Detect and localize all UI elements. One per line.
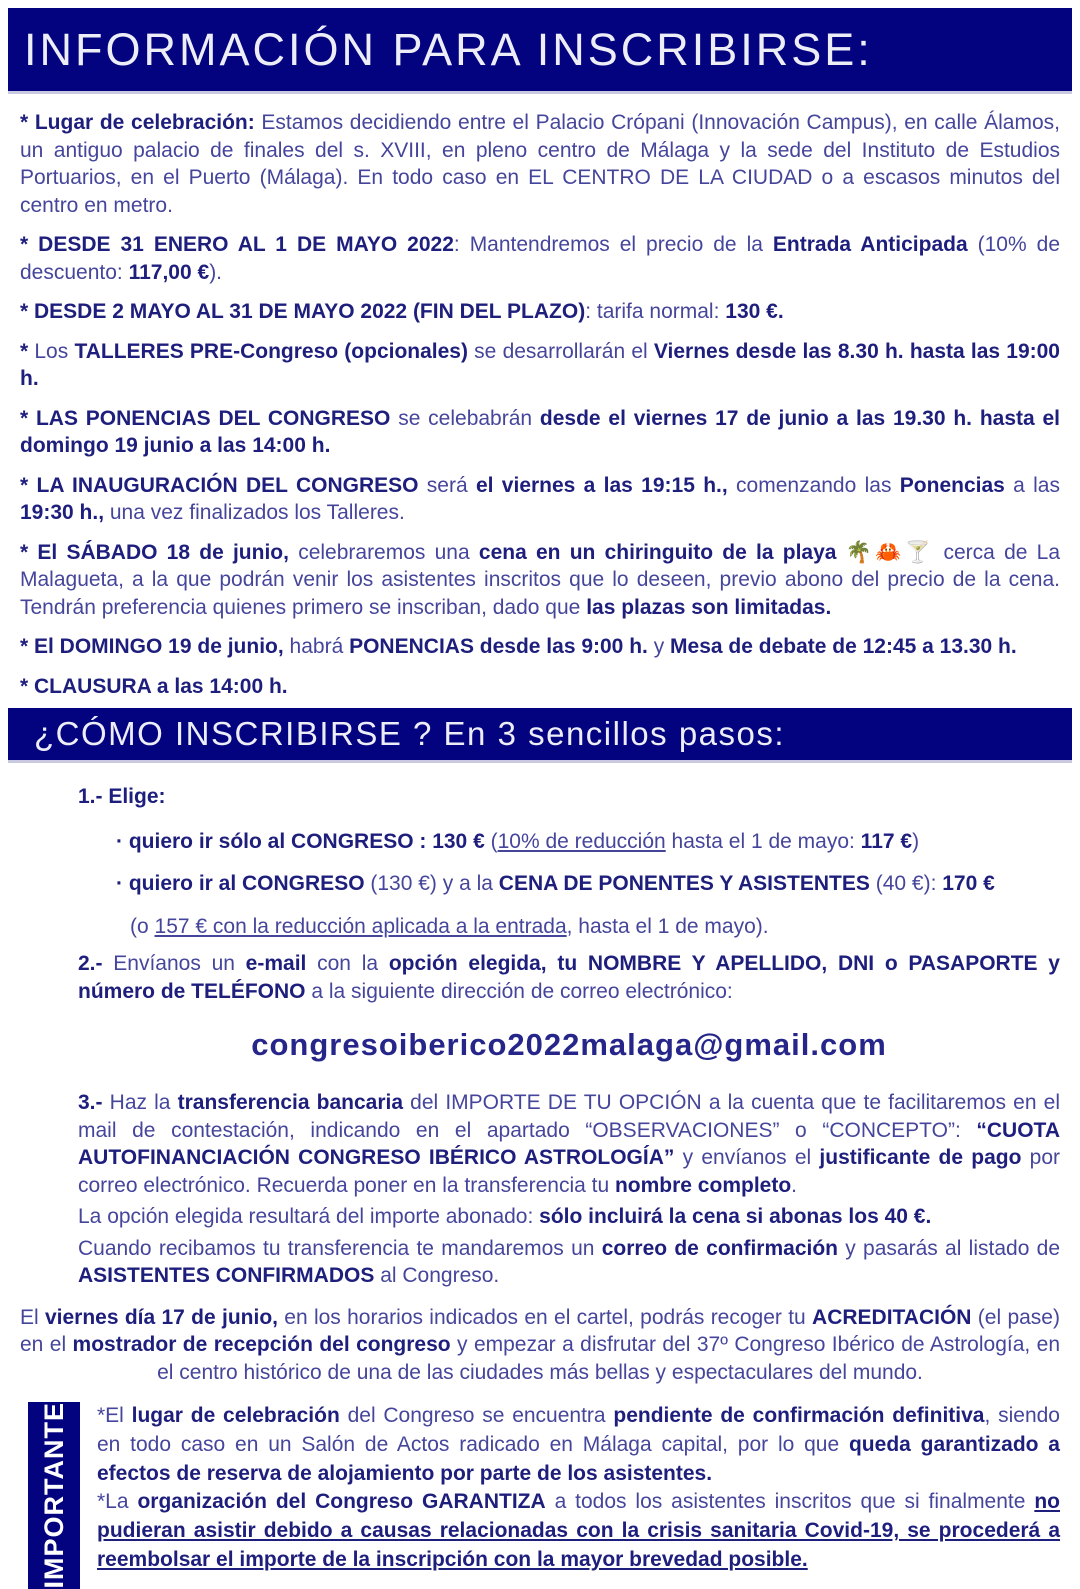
text-segment: y envíanos el — [674, 1146, 820, 1169]
text-segment: cerca de La Malagueta, a la que podrán venir los asistentes inscritos que lo deseen, previo abono del precio de la cena. Tendrán preferencia quienes primero se inscriban, dado que — [20, 540, 1061, 619]
text-segment: Los — [34, 339, 75, 363]
info-dinner — [20, 539, 1060, 622]
how-to-title: ¿CÓMO INSCRIBIRSE ? En 3 sencillos pasos: — [34, 715, 786, 752]
text-segment: en los horarios indicados en el cartel, podrás recoger tu — [277, 1305, 813, 1329]
text-segment: comenzando las — [727, 473, 900, 497]
text-segment: . — [791, 1173, 797, 1197]
text-segment: 10% de reducción — [497, 829, 666, 853]
info-early-price — [20, 231, 1060, 286]
text-segment: desde el viernes 17 de junio a las 19.30 h. hasta el domingo 19 junio a las 14:00 h. — [20, 406, 1060, 457]
info-lectures — [20, 405, 1060, 460]
text-segment: * LAS PONENCIAS DEL CONGRESO — [20, 406, 391, 430]
text-segment: * — [20, 339, 35, 363]
contact-email: congresoiberico2022malaga@gmail.com — [251, 1027, 887, 1062]
text-segment: 170 € — [942, 872, 995, 895]
text-segment: Envíanos un — [102, 952, 246, 975]
text-segment: opción elegida, tu NOMBRE Y APELLIDO, DNI o PASAPORTE y número de TELÉFONO — [78, 952, 1060, 1003]
text-segment: Mesa de debate de 12:45 a 13.30 h. — [670, 635, 1017, 658]
text-segment: · quiero ir sólo al CONGRESO : 130 € — [116, 829, 491, 853]
text-segment: mostrador de recepción del congreso — [72, 1333, 451, 1356]
text-segment: ACREDITACIÓN — [812, 1305, 972, 1329]
text-segment: sólo incluirá la cena si abonas los 40 €. — [539, 1205, 932, 1228]
text-segment: y — [647, 635, 671, 658]
step-3-note-confirmation — [78, 1235, 1060, 1290]
info-closure — [20, 673, 1060, 701]
accreditation-paragraph — [20, 1304, 1060, 1387]
text-segment: una vez finalizados los Talleres. — [104, 501, 405, 524]
info-normal-price — [20, 298, 1060, 326]
text-segment: lugar de celebración — [131, 1404, 340, 1427]
text-segment: a la siguiente dirección de correo electrónico: — [305, 979, 733, 1003]
text-segment: * CLAUSURA a las 14:00 h. — [20, 674, 288, 698]
text-segment: , siendo en todo caso en un Salón de Actos radicado en Málaga capital, por lo que — [97, 1404, 1060, 1456]
text-segment: (10% de descuento: — [20, 233, 1060, 284]
text-segment: 3.- — [78, 1091, 103, 1114]
text-segment: : Mantendremos el precio de la — [453, 233, 773, 256]
text-segment: * DESDE 2 MAYO AL 31 DE MAYO 2022 (FIN DEL PLAZO) — [20, 300, 586, 323]
step-2-text — [78, 950, 1060, 1005]
text-segment: La opción elegida resultará del importe abonado: — [78, 1205, 540, 1228]
text-segment: 117,00 € — [128, 260, 210, 284]
step-3-text — [78, 1089, 1060, 1199]
text-segment: Estamos decidiendo entre el Palacio Crópani (Innovación Campus), en calle Álamos, un antiguo palacio de finales del s. XVIII, en pleno centro de Málaga y la sede del Instituto de Estudios Portuarios, en el Puerto (Málaga). En todo caso en EL CENTRO DE LA CIUDAD o a escasos minutos del centro en metro. — [20, 111, 1060, 217]
option-reduced-note — [130, 913, 1060, 941]
text-segment: y empezar a disfrutar del 37º Congreso Ibérico de Astrología, en el centro histórico de una de las ciudades más bellas y espectaculares del mundo. — [157, 1333, 1060, 1384]
text-segment: (40 €): — [869, 872, 943, 895]
text-segment: 157 € con la reducción aplicada a la entrada — [154, 914, 567, 938]
registration-flyer — [0, 8, 1080, 1588]
text-segment: Viernes desde las 8.30 h. hasta las 19:00 h. — [20, 339, 1060, 390]
text-segment: a las — [1004, 473, 1060, 497]
text-segment: *La — [97, 1490, 138, 1514]
info-workshops — [20, 338, 1060, 393]
text-segment: al Congreso. — [374, 1264, 500, 1287]
text-segment: El — [20, 1305, 45, 1329]
info-sunday — [20, 633, 1060, 661]
info-section — [0, 94, 1080, 700]
text-segment: y pasarás al listado de — [838, 1236, 1061, 1260]
text-segment: transferencia bancaria — [177, 1091, 404, 1114]
important-box — [28, 1402, 1060, 1589]
text-segment: correo de confirmación — [601, 1236, 838, 1260]
text-segment: del Congreso se encuentra — [339, 1404, 614, 1427]
text-segment: : tarifa normal: — [585, 300, 726, 323]
important-venue-note — [97, 1402, 1060, 1488]
text-segment: habrá — [283, 635, 350, 658]
info-venue — [20, 109, 1060, 219]
text-segment: *El — [97, 1404, 132, 1427]
text-segment: se celebabrán — [390, 406, 540, 430]
text-segment: · quiero ir al CONGRESO — [116, 872, 371, 895]
text-segment: viernes día 17 de junio, — [44, 1305, 278, 1329]
text-segment: hasta el 1 de mayo: — [665, 829, 861, 853]
option-congress-only — [116, 828, 1060, 856]
text-segment: Cuando recibamos tu transferencia te mandaremos un — [78, 1236, 602, 1260]
text-segment: TALLERES PRE-Congreso (opcionales) — [74, 339, 468, 363]
important-label: IMPORTANTE — [38, 1402, 69, 1589]
steps-section — [0, 763, 1080, 1290]
text-segment: Haz la — [102, 1091, 178, 1114]
text-segment: por correo electrónico. Recuerda poner en la transferencia tu — [78, 1146, 1060, 1197]
page-title: INFORMACIÓN PARA INSCRIBIRSE: — [24, 23, 873, 75]
text-segment: ) — [912, 829, 920, 853]
text-segment: * Lugar de celebración: — [20, 111, 262, 134]
text-segment: organización del Congreso GARANTIZA — [137, 1490, 546, 1514]
palm-crab-cocktail-icons: 🌴🦀🍸 — [845, 540, 935, 564]
text-segment: 117 € — [860, 829, 913, 853]
text-segment: se desarrollarán el — [467, 339, 654, 363]
text-segment: Entrada Anticipada — [772, 233, 968, 256]
text-segment: Ponencias — [899, 473, 1005, 497]
step-1-label — [78, 783, 1060, 811]
important-strip — [28, 1402, 80, 1589]
text-segment: las plazas son limitadas. — [586, 595, 832, 619]
text-segment: 2.- — [78, 952, 103, 975]
text-segment: del IMPORTE DE TU OPCIÓN a la cuenta que te facilitaremos en el mail de contestación, indicando en el apartado “OBSERVACIONES” o “CONCEPTO”: — [78, 1091, 1060, 1142]
text-segment: “CUOTA AUTOFINANCIACIÓN CONGRESO IBÉRICO ASTROLOGÍA” — [78, 1118, 1060, 1169]
text-segment: ASISTENTES CONFIRMADOS — [78, 1264, 375, 1287]
text-segment: (el pase) en el — [20, 1305, 1060, 1356]
text-segment: e-mail — [245, 952, 307, 975]
important-refund-note — [97, 1488, 1060, 1574]
text-segment: * El SÁBADO 18 de junio, — [20, 540, 289, 564]
text-segment: no pudieran asistir debido a causas relacionadas con la crisis sanitaria Covid-19, se procederá a reembolsar el importe de la inscripción con la mayor brevedad posible. — [97, 1490, 1060, 1571]
closing-section — [0, 1294, 1080, 1387]
step-3-note-amount — [78, 1203, 1060, 1231]
text-segment: * El DOMINGO 19 de junio, — [20, 635, 284, 658]
text-segment: (o — [130, 914, 155, 938]
text-segment: el viernes a las 19:15 h., — [475, 473, 728, 497]
text-segment: queda garantizado a efectos de reserva de alojamiento por parte de los asistentes. — [97, 1432, 1060, 1485]
text-segment: 130 €. — [725, 300, 784, 323]
text-segment: ( — [490, 829, 498, 853]
text-segment: a todos los asistentes inscritos que si finalmente — [545, 1490, 1035, 1514]
text-segment: nombre completo — [614, 1173, 792, 1197]
text-segment: pendiente de confirmación definitiva — [613, 1404, 985, 1427]
text-segment: con la — [306, 952, 389, 975]
option-congress-dinner — [116, 870, 1060, 898]
text-segment: , hasta el 1 de mayo). — [566, 914, 769, 938]
important-text — [97, 1402, 1060, 1589]
info-opening — [20, 472, 1060, 527]
text-segment: (130 €) y a la — [370, 872, 499, 895]
how-to-bar — [8, 708, 1072, 763]
text-segment: celebraremos una — [288, 540, 479, 564]
text-segment: * LA INAUGURACIÓN DEL CONGRESO — [20, 473, 419, 497]
header-bar — [8, 8, 1072, 94]
text-segment: * DESDE 31 ENERO AL 1 DE MAYO 2022 — [20, 233, 454, 256]
text-segment: 19:30 h., — [20, 501, 105, 524]
text-segment: CENA DE PONENTES Y ASISTENTES — [498, 872, 870, 895]
text-segment: cena en un chiringuito de la playa — [478, 540, 846, 564]
text-segment: PONENCIAS desde las 9:00 h. — [349, 635, 648, 658]
text-segment: ). — [209, 260, 223, 284]
text-segment: 1.- Elige: — [78, 785, 166, 808]
text-segment: justificante de pago — [819, 1146, 1022, 1169]
text-segment: será — [418, 473, 476, 497]
